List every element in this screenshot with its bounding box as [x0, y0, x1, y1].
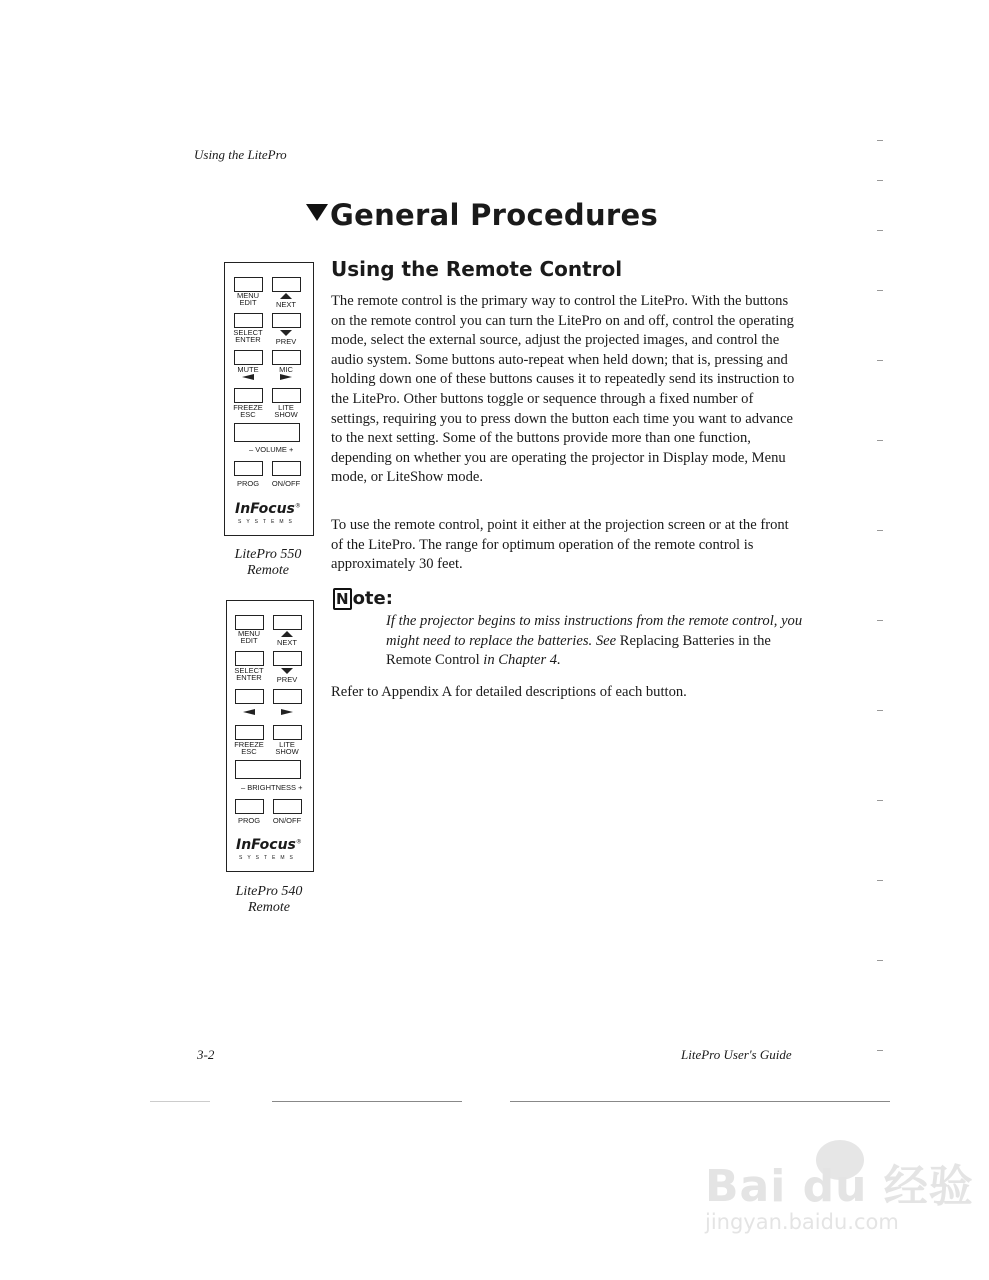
show-label: SHOW	[275, 747, 299, 756]
onoff-label: ON/OFF	[272, 816, 302, 825]
left-button	[235, 689, 264, 704]
infocus-logo-sub: SYSTEMS	[239, 855, 298, 861]
note-label-rest: ote:	[352, 588, 393, 609]
next-button	[273, 615, 302, 630]
prev-label: PREV	[275, 337, 297, 346]
running-head: Using the LitePro	[194, 147, 287, 162]
margin-tick	[877, 140, 883, 141]
select-button	[234, 313, 263, 328]
infocus-logo-text: InFocus	[236, 837, 296, 853]
left-arrow-icon	[243, 709, 255, 715]
section-title: Using the Remote Control	[331, 257, 623, 281]
volume-rocker	[234, 423, 300, 442]
liteshow-button	[273, 725, 302, 740]
right-button	[273, 689, 302, 704]
brightness-label: – BRIGHTNESS +	[241, 783, 303, 792]
margin-tick	[877, 230, 883, 231]
mic-button	[272, 350, 301, 365]
margin-tick	[877, 710, 883, 711]
freeze-button	[235, 725, 264, 740]
select-label: SELECT	[233, 328, 263, 337]
caption-540-line2: Remote	[248, 900, 290, 915]
onoff-button	[273, 799, 302, 814]
scan-line	[272, 1101, 462, 1102]
infocus-logo-text: InFocus	[235, 501, 295, 517]
paragraph-range: To use the remote control, point it either at the projection screen or at the front of the LitePro. The range for optimum operation of the remote control is approximately 30 feet.	[331, 517, 789, 573]
liteshow-button	[272, 388, 301, 403]
mic-label: MIC	[279, 365, 293, 374]
prog-button	[235, 799, 264, 814]
up-arrow-icon	[281, 631, 293, 637]
left-arrow-icon	[242, 374, 254, 380]
page-number: 3-2	[197, 1047, 215, 1062]
freeze-label: FREEZE	[234, 740, 264, 749]
select-label: SELECT	[234, 666, 264, 675]
esc-label: ESC	[240, 410, 256, 419]
mute-button	[234, 350, 263, 365]
lite-label: LITE	[279, 740, 295, 749]
scan-line	[150, 1101, 210, 1102]
infocus-logo-sub: SYSTEMS	[238, 519, 297, 525]
watermark-brand: Bai du 经验	[705, 1161, 974, 1212]
prog-label: PROG	[236, 479, 260, 488]
freeze-label: FREEZE	[233, 403, 263, 412]
prog-button	[234, 461, 263, 476]
remote-550-illustration	[224, 262, 314, 536]
prev-button	[272, 313, 301, 328]
note-see: See	[595, 632, 617, 649]
triangle-bullet-icon	[306, 204, 328, 221]
onoff-label: ON/OFF	[271, 479, 301, 488]
registered-mark: ®	[295, 838, 302, 846]
margin-tick	[877, 180, 883, 181]
paragraph-appendix: Refer to Appendix A for detailed descriptions of each button.	[331, 684, 687, 700]
caption-550-line1: LitePro 550	[234, 547, 302, 562]
show-label: SHOW	[274, 410, 298, 419]
margin-tick	[877, 620, 883, 621]
edit-label: EDIT	[239, 298, 257, 307]
margin-tick	[877, 960, 883, 961]
note-text	[386, 612, 806, 671]
remote-540-caption	[219, 884, 319, 916]
guide-title: LitePro User's Guide	[681, 1047, 792, 1062]
right-arrow-icon	[280, 374, 292, 380]
prog-label: PROG	[237, 816, 261, 825]
registered-mark: ®	[294, 502, 301, 510]
enter-label: ENTER	[235, 335, 261, 344]
menu-button	[235, 615, 264, 630]
margin-tick	[877, 1050, 883, 1051]
menu-label: MENU	[236, 291, 260, 300]
down-arrow-icon	[281, 668, 293, 674]
prev-label: PREV	[276, 675, 298, 684]
caption-540-line1: LitePro 540	[235, 884, 303, 899]
brightness-rocker	[235, 760, 301, 779]
remote-550-caption	[218, 547, 318, 579]
menu-button	[234, 277, 263, 292]
prev-button	[273, 651, 302, 666]
enter-label: ENTER	[236, 673, 262, 682]
note-link: Replacing Batteries in the Remote Control	[386, 632, 771, 669]
lite-label: LITE	[278, 403, 294, 412]
volume-label: – VOLUME +	[249, 445, 294, 454]
freeze-button	[234, 388, 263, 403]
esc-label: ESC	[241, 747, 257, 756]
edit-label: EDIT	[240, 636, 258, 645]
page-title	[306, 198, 658, 232]
scan-line	[510, 1101, 890, 1102]
menu-label: MENU	[237, 629, 261, 638]
infocus-logo	[235, 501, 301, 517]
note-initial: N	[333, 588, 352, 610]
watermark-url: jingyan.baidu.com	[705, 1210, 899, 1234]
margin-tick	[877, 800, 883, 801]
margin-tick	[877, 530, 883, 531]
down-arrow-icon	[280, 330, 292, 336]
up-arrow-icon	[280, 293, 292, 299]
onoff-button	[272, 461, 301, 476]
note-label	[333, 588, 393, 610]
margin-tick	[877, 360, 883, 361]
note-italic: If the projector begins to miss instructions from the remote control, you might need to replace the batteries.	[386, 613, 803, 649]
next-label: NEXT	[275, 300, 296, 309]
mute-label: MUTE	[237, 365, 259, 374]
margin-tick	[877, 290, 883, 291]
infocus-logo	[236, 837, 302, 853]
right-arrow-icon	[281, 709, 293, 715]
remote-540-illustration	[226, 600, 314, 872]
caption-550-line2: Remote	[247, 563, 289, 578]
next-button	[272, 277, 301, 292]
select-button	[235, 651, 264, 666]
note-in: in Chapter 4.	[483, 652, 561, 669]
paragraph-intro: The remote control is the primary way to control the LitePro. With the buttons on the remote control you can turn the LitePro on and off, control the operating mode, select the external source, adjust the projected images, and control the audio system. Some buttons auto-repeat when held down; that is, pressing and holding down one of these buttons causes it to repeatedly send its instruction to the LitePro. Other buttons toggle or sequence through a fixed number of settings, requiring you to press down the button each time you want to advance to the next setting. Some of the buttons provide more than one function, depending on whether you are operating the projector in Display mode, Menu mode, or LiteShow mode.	[331, 293, 795, 486]
page-title-text: General Procedures	[330, 198, 659, 232]
next-label: NEXT	[276, 638, 297, 647]
margin-tick	[877, 440, 883, 441]
margin-tick	[877, 880, 883, 881]
